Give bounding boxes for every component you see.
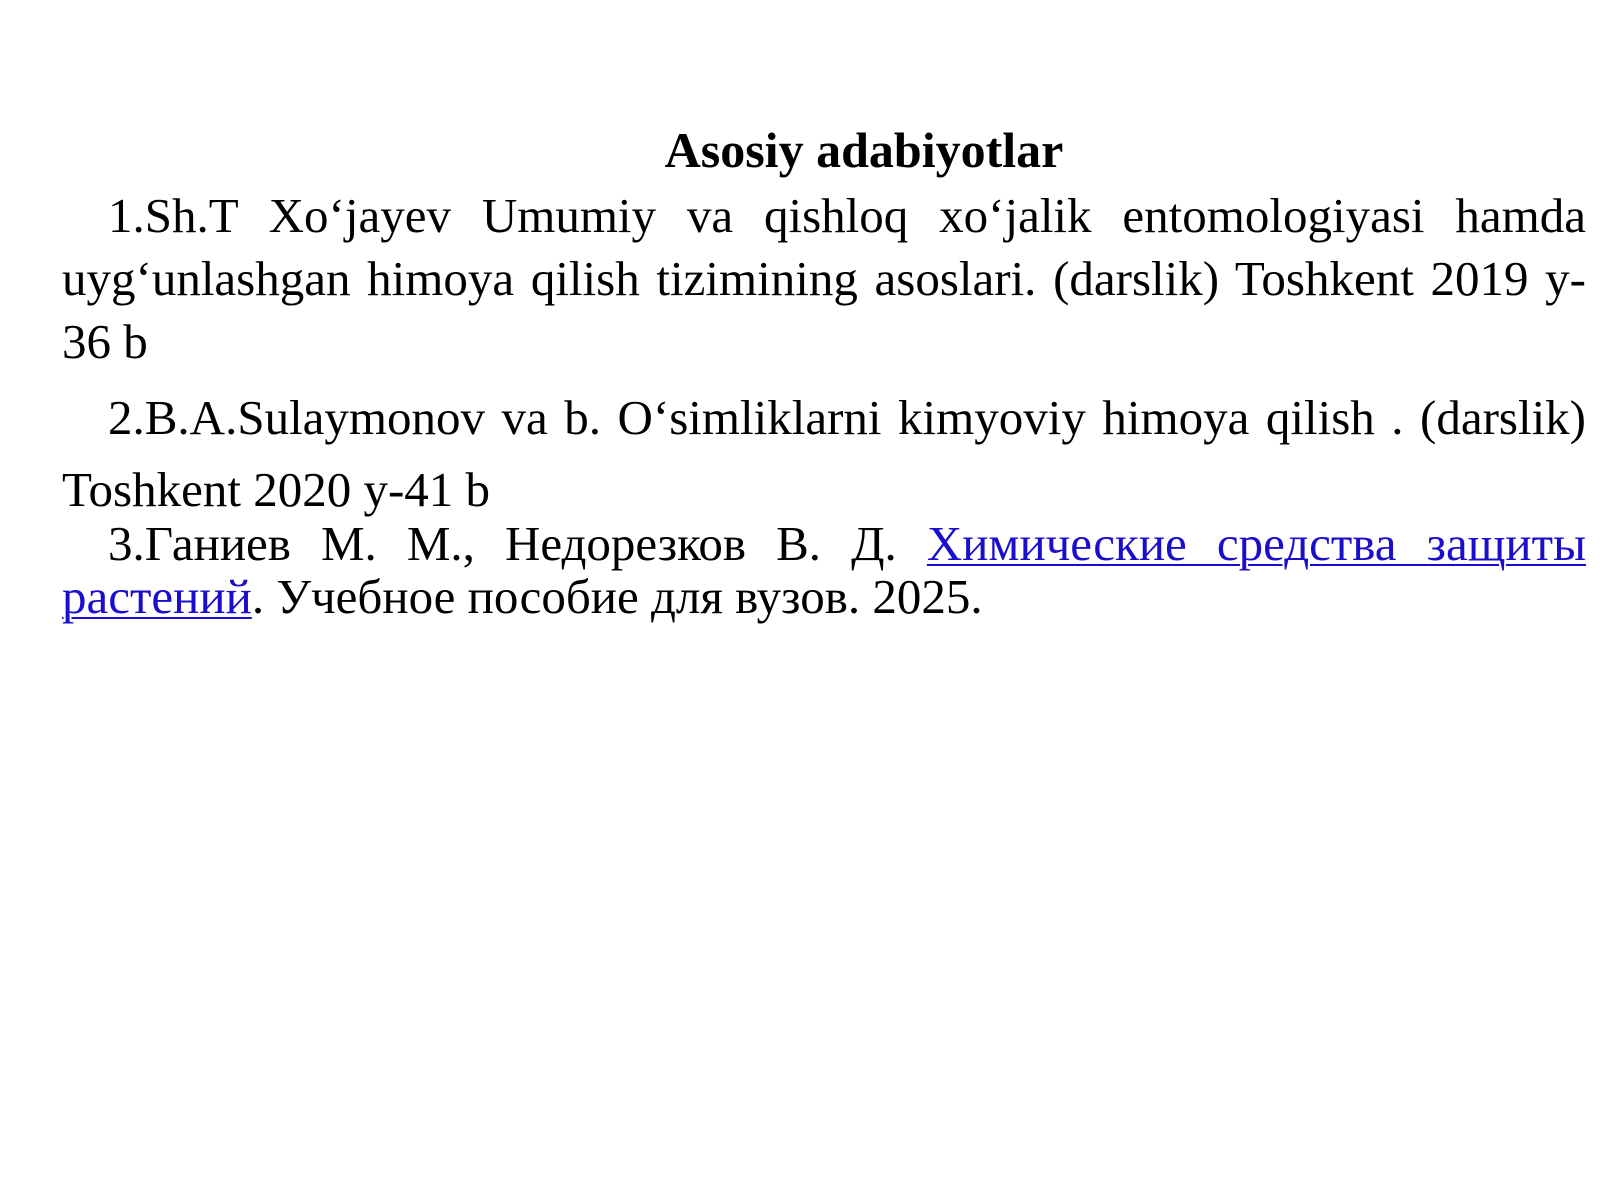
document-page [62, 118, 1586, 623]
reference-entry-3 [62, 517, 1586, 623]
reference-entry-3-prefix: 3.Ганиев М. М., Недорезков В. Д. [108, 516, 927, 571]
reference-link-chemical-plant-protection[interactable]: Химические средства защиты растений [62, 516, 1586, 624]
reference-entry-1: 1.Sh.T Xo‘jayev Umumiy va qishloq xo‘jalik entomologiyasi hamda uyg‘unlashgan himoya qilish tizimining asoslari. (darslik) Toshkent 2019 y-36 b [62, 188, 1586, 369]
document-title: Asosiy adabiyotlar [664, 122, 1064, 178]
reference-entry-3-suffix: . Учебное пособие для вузов. 2025. [251, 569, 983, 624]
reference-entry-2: 2.B.A.Sulaymonov va b. O‘simliklarni kimyoviy himoya qilish . (darslik) Toshkent 2020 y-41 b [62, 390, 1586, 517]
